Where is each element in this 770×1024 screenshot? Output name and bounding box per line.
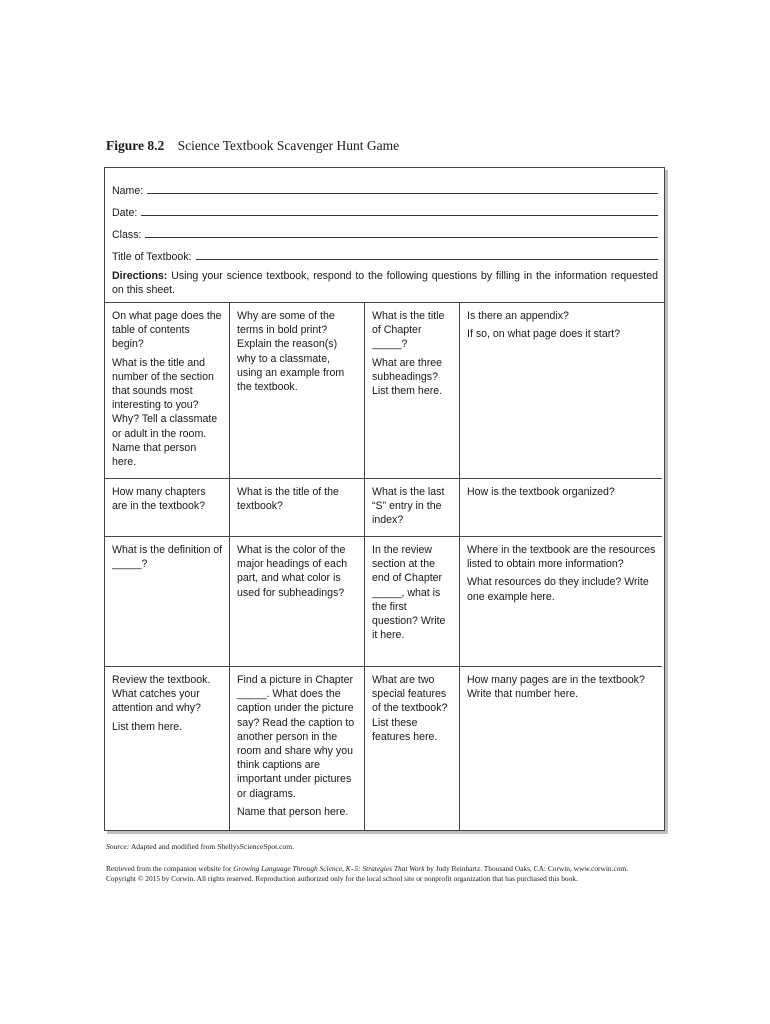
question-text: How is the textbook organized? bbox=[467, 486, 615, 498]
question-text: List them here. bbox=[112, 720, 183, 733]
date-label: Date: bbox=[112, 207, 138, 219]
name-blank-line[interactable] bbox=[147, 192, 658, 194]
question-text: What is the title of the textbook? bbox=[237, 486, 339, 513]
figure-title: Science Textbook Scavenger Hunt Game bbox=[177, 138, 400, 153]
class-label: Class: bbox=[112, 229, 142, 241]
name-field[interactable] bbox=[112, 175, 658, 197]
question-cell[interactable] bbox=[230, 479, 365, 537]
class-field[interactable] bbox=[112, 219, 658, 241]
question-cell[interactable] bbox=[460, 479, 662, 537]
question-cell[interactable] bbox=[230, 667, 365, 830]
question-text: Why are some of the terms in bold print? Explain the reason(s) why to a classmate, using an example from the textbook. bbox=[237, 310, 345, 394]
question-text: Find a picture in Chapter _____. What does the caption under the picture say? Read the caption to another person in the room and share why you think captions are important under pictures or diagrams. bbox=[237, 674, 355, 800]
retrieved-prefix: Retrieved from the companion website for bbox=[106, 864, 234, 873]
source-label: Source: bbox=[106, 842, 130, 851]
textbook-title-blank-line[interactable] bbox=[196, 258, 659, 260]
question-text: In the review section at the end of Chapter _____, what is the first question? Write it here. bbox=[372, 544, 446, 642]
figure-caption bbox=[106, 138, 399, 154]
textbook-title-field[interactable] bbox=[112, 241, 658, 263]
question-text: What is the last “S” entry in the index? bbox=[372, 486, 445, 527]
name-label: Name: bbox=[112, 185, 144, 197]
question-cell[interactable] bbox=[105, 537, 230, 667]
question-text: On what page does the table of contents begin? bbox=[112, 310, 222, 351]
question-cell[interactable] bbox=[105, 303, 230, 479]
question-text: Review the textbook. What catches your attention and why? bbox=[112, 674, 211, 715]
source-text: Adapted and modified from ShellysScienceSpot.com. bbox=[130, 842, 295, 851]
question-text: What is the color of the major headings of each part, and what color is used for subheadings? bbox=[237, 544, 348, 599]
question-cell[interactable] bbox=[105, 667, 230, 830]
source-note bbox=[106, 842, 294, 851]
question-cell[interactable] bbox=[365, 303, 460, 479]
book-title: Growing Language Through Science, K–5: Strategies That Work bbox=[233, 864, 425, 873]
question-cell[interactable] bbox=[460, 667, 662, 830]
question-cell[interactable] bbox=[460, 537, 662, 667]
directions bbox=[112, 269, 658, 297]
textbook-title-label: Title of Textbook: bbox=[112, 251, 192, 263]
question-cell[interactable] bbox=[230, 303, 365, 479]
question-text: What is the title and number of the section that sounds most interesting to you? Why? Tell a classmate or adult in the room. Name that person here. bbox=[112, 356, 218, 469]
question-text: Name that person here. bbox=[237, 805, 349, 818]
directions-label: Directions: bbox=[112, 270, 168, 282]
question-cell[interactable] bbox=[460, 303, 662, 479]
question-text: What are two special features of the textbook? List these features here. bbox=[372, 674, 448, 743]
question-text: Is there an appendix? bbox=[467, 310, 569, 322]
copyright-text: Copyright © 2015 by Corwin. All rights reserved. Reproduction authorized only for the local school site or nonprofit organization that has purchased this book. bbox=[106, 874, 578, 883]
question-text: Where in the textbook are the resources listed to obtain more information? bbox=[467, 544, 656, 571]
question-cell[interactable] bbox=[230, 537, 365, 667]
scavenger-hunt-sheet bbox=[104, 167, 665, 831]
question-text: If so, on what page does it start? bbox=[467, 328, 621, 341]
question-text: How many pages are in the textbook? Write that number here. bbox=[467, 674, 645, 701]
question-text: How many chapters are in the textbook? bbox=[112, 486, 206, 513]
date-blank-line[interactable] bbox=[141, 214, 658, 216]
question-text: What is the definition of _____? bbox=[112, 544, 223, 571]
copyright-footer bbox=[106, 864, 676, 884]
question-cell[interactable] bbox=[365, 537, 460, 667]
class-blank-line[interactable] bbox=[145, 236, 658, 238]
question-text: What are three subheadings? List them here. bbox=[372, 356, 443, 398]
question-text: What is the title of Chapter _____? bbox=[372, 310, 445, 351]
question-cell[interactable] bbox=[105, 479, 230, 537]
question-grid bbox=[105, 303, 664, 830]
student-info-block bbox=[105, 168, 664, 303]
question-cell[interactable] bbox=[365, 479, 460, 537]
date-field[interactable] bbox=[112, 197, 658, 219]
question-text: What resources do they include? Write one example here. bbox=[467, 576, 649, 603]
question-cell[interactable] bbox=[365, 667, 460, 830]
retrieved-suffix: by Judy Reinhartz. Thousand Oaks, CA: Corwin, www.corwin.com. bbox=[424, 864, 629, 873]
directions-text: Using your science textbook, respond to the following questions by filling in the information requested on this sheet. bbox=[112, 270, 658, 296]
figure-number: Figure 8.2 bbox=[106, 138, 165, 153]
